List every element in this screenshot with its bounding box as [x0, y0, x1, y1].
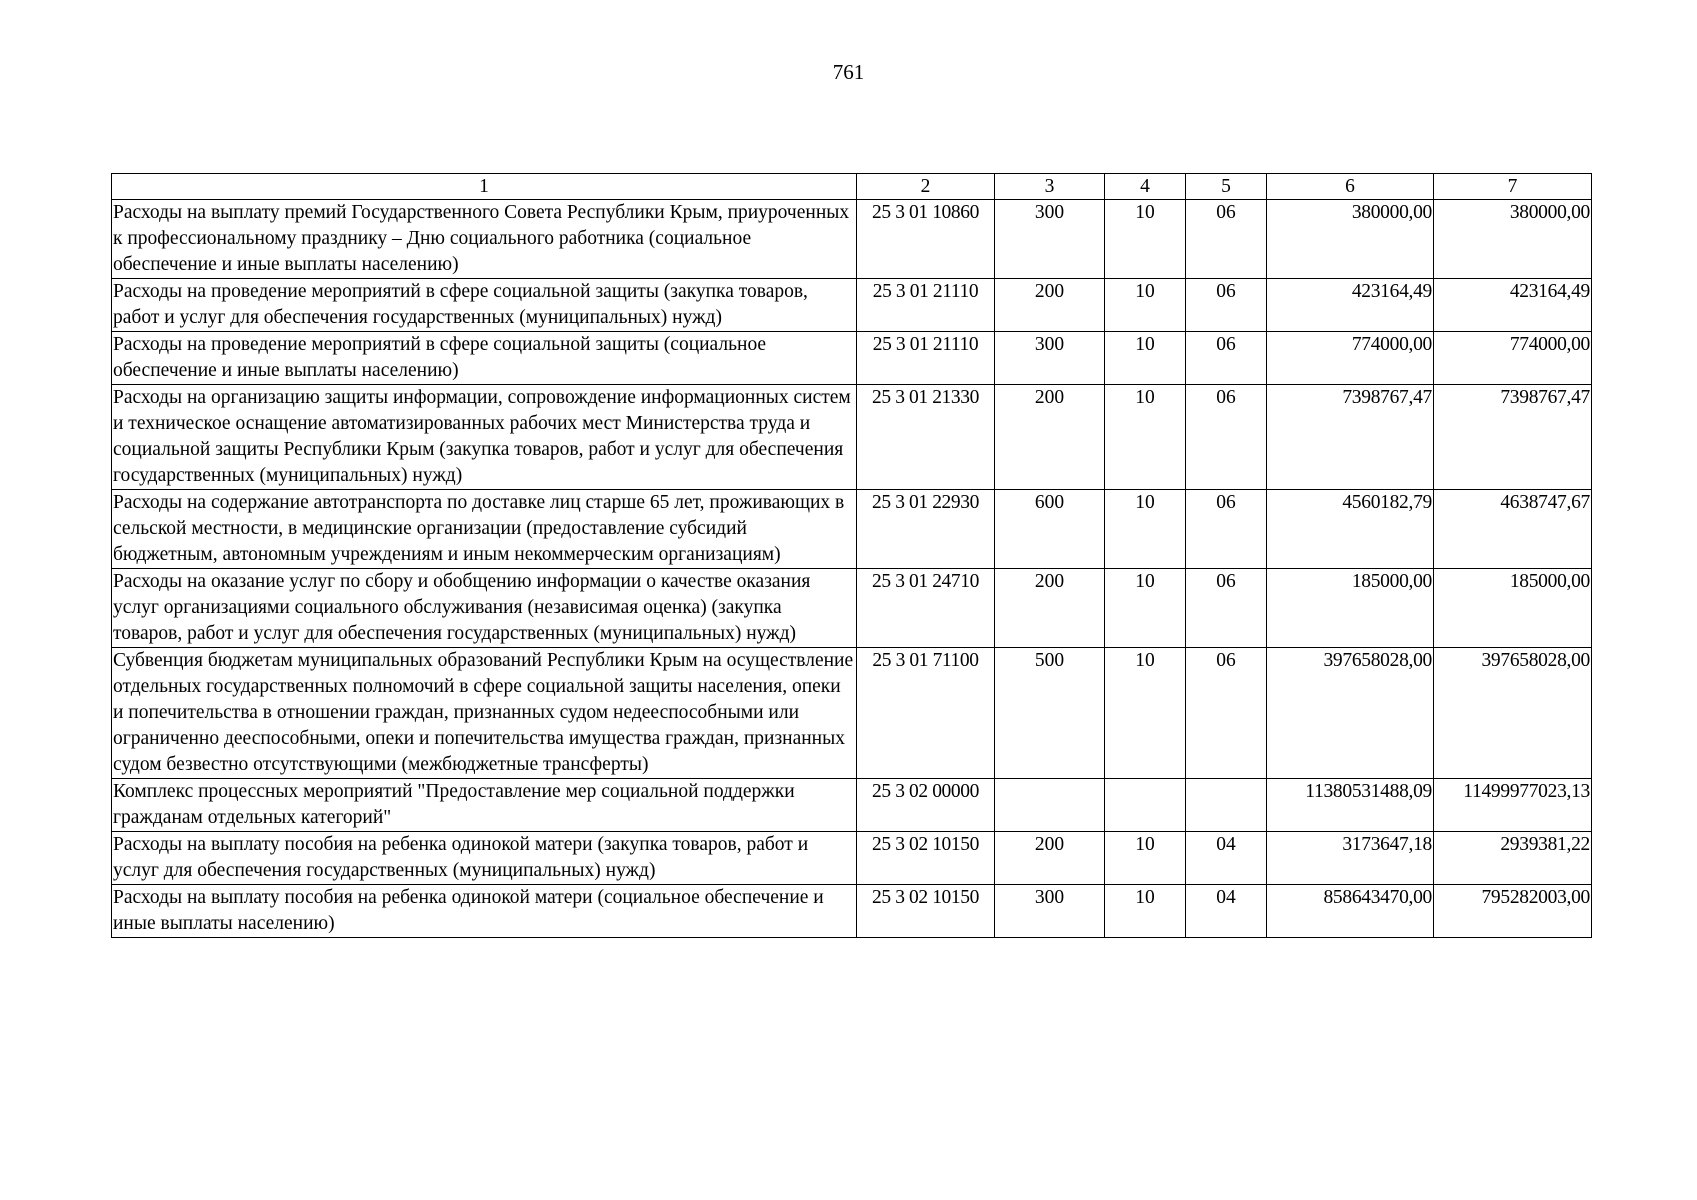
expense-type-cell: 200 [995, 569, 1105, 648]
target-code-cell: 25 3 01 71100 [857, 648, 995, 779]
table-row [112, 648, 1592, 779]
column-header: 5 [1186, 174, 1267, 200]
amount-col7-cell: 185000,00 [1434, 569, 1592, 648]
expense-name-cell: Расходы на выплату премий Государственного Совета Республики Крым, приуроченных к профессиональному празднику – Дню социального работника (социальное обеспечение и иные выплаты населению) [112, 200, 857, 279]
amount-col6-cell: 3173647,18 [1267, 832, 1434, 885]
expense-type-cell: 300 [995, 200, 1105, 279]
table-row [112, 490, 1592, 569]
table-row [112, 385, 1592, 490]
column-header: 7 [1434, 174, 1592, 200]
expense-name-cell: Расходы на проведение мероприятий в сфере социальной защиты (социальное обеспечение и иные выплаты населению) [112, 332, 857, 385]
page-number: 761 [832, 60, 865, 84]
amount-col6-cell: 423164,49 [1267, 279, 1434, 332]
column-header: 2 [857, 174, 995, 200]
expense-type-cell: 200 [995, 832, 1105, 885]
expense-type-cell: 300 [995, 885, 1105, 938]
expense-name-cell: Субвенция бюджетам муниципальных образований Республики Крым на осуществление отдельных государственных полномочий в сфере социальной защиты населения, опеки и попечительства в отношении граждан, признанных судом недееспособными или ограниченно дееспособными, опеки и попечительства имущества граждан, признанных судом безвестно отсутствующими (межбюджетные трансферты) [112, 648, 857, 779]
amount-col7-cell: 423164,49 [1434, 279, 1592, 332]
subsection-cell: 06 [1186, 200, 1267, 279]
amount-col7-cell: 774000,00 [1434, 332, 1592, 385]
expense-type-cell [995, 779, 1105, 832]
amount-col7-cell: 11499977023,13 [1434, 779, 1592, 832]
expense-name-cell: Расходы на содержание автотранспорта по доставке лиц старше 65 лет, проживающих в сельской местности, в медицинские организации (предоставление субсидий бюджетным, автономным учреждениям и иным некоммерческим организациям) [112, 490, 857, 569]
expense-name-cell: Расходы на оказание услуг по сбору и обобщению информации о качестве оказания услуг организациями социального обслуживания (независимая оценка) (закупка товаров, работ и услуг для обеспечения государственных (муниципальных) нужд) [112, 569, 857, 648]
amount-col6-cell: 11380531488,09 [1267, 779, 1434, 832]
expense-type-cell: 200 [995, 385, 1105, 490]
expense-type-cell: 500 [995, 648, 1105, 779]
subsection-cell: 06 [1186, 569, 1267, 648]
subsection-cell: 04 [1186, 885, 1267, 938]
target-code-cell: 25 3 01 21110 [857, 332, 995, 385]
table-row [112, 569, 1592, 648]
expense-type-cell: 200 [995, 279, 1105, 332]
target-code-cell: 25 3 01 10860 [857, 200, 995, 279]
target-code-cell: 25 3 01 21110 [857, 279, 995, 332]
expense-name-cell: Расходы на выплату пособия на ребенка одинокой матери (закупка товаров, работ и услуг для обеспечения государственных (муниципальных) нужд) [112, 832, 857, 885]
budget-table [111, 173, 1592, 938]
amount-col7-cell: 7398767,47 [1434, 385, 1592, 490]
target-code-cell: 25 3 01 24710 [857, 569, 995, 648]
expense-name-cell: Комплекс процессных мероприятий "Предоставление мер социальной поддержки гражданам отдельных категорий" [112, 779, 857, 832]
amount-col6-cell: 774000,00 [1267, 332, 1434, 385]
amount-col6-cell: 380000,00 [1267, 200, 1434, 279]
column-header: 1 [112, 174, 857, 200]
subsection-cell: 06 [1186, 648, 1267, 779]
table-row [112, 832, 1592, 885]
section-cell: 10 [1105, 648, 1186, 779]
expense-type-cell: 600 [995, 490, 1105, 569]
target-code-cell: 25 3 02 10150 [857, 885, 995, 938]
subsection-cell: 04 [1186, 832, 1267, 885]
amount-col6-cell: 4560182,79 [1267, 490, 1434, 569]
target-code-cell: 25 3 02 10150 [857, 832, 995, 885]
subsection-cell [1186, 779, 1267, 832]
expense-type-cell: 300 [995, 332, 1105, 385]
section-cell: 10 [1105, 569, 1186, 648]
table-row [112, 779, 1592, 832]
subsection-cell: 06 [1186, 332, 1267, 385]
subsection-cell: 06 [1186, 490, 1267, 569]
target-code-cell: 25 3 02 00000 [857, 779, 995, 832]
subsection-cell: 06 [1186, 385, 1267, 490]
header-row [112, 174, 1592, 200]
amount-col7-cell: 2939381,22 [1434, 832, 1592, 885]
subsection-cell: 06 [1186, 279, 1267, 332]
table-row [112, 332, 1592, 385]
column-header: 3 [995, 174, 1105, 200]
amount-col6-cell: 858643470,00 [1267, 885, 1434, 938]
amount-col6-cell: 185000,00 [1267, 569, 1434, 648]
column-header: 4 [1105, 174, 1186, 200]
section-cell: 10 [1105, 279, 1186, 332]
amount-col7-cell: 795282003,00 [1434, 885, 1592, 938]
section-cell: 10 [1105, 885, 1186, 938]
expense-name-cell: Расходы на организацию защиты информации, сопровождение информационных систем и техническое оснащение автоматизированных рабочих мест Министерства труда и социальной защиты Республики Крым (закупка товаров, работ и услуг для обеспечения государственных (муниципальных) нужд) [112, 385, 857, 490]
section-cell: 10 [1105, 332, 1186, 385]
target-code-cell: 25 3 01 21330 [857, 385, 995, 490]
amount-col7-cell: 397658028,00 [1434, 648, 1592, 779]
table-row [112, 279, 1592, 332]
target-code-cell: 25 3 01 22930 [857, 490, 995, 569]
section-cell [1105, 779, 1186, 832]
column-header: 6 [1267, 174, 1434, 200]
expense-name-cell: Расходы на выплату пособия на ребенка одинокой матери (социальное обеспечение и иные выплаты населению) [112, 885, 857, 938]
expense-name-cell: Расходы на проведение мероприятий в сфере социальной защиты (закупка товаров, работ и услуг для обеспечения государственных (муниципальных) нужд) [112, 279, 857, 332]
section-cell: 10 [1105, 200, 1186, 279]
section-cell: 10 [1105, 490, 1186, 569]
amount-col7-cell: 4638747,67 [1434, 490, 1592, 569]
section-cell: 10 [1105, 832, 1186, 885]
table-row [112, 885, 1592, 938]
amount-col6-cell: 7398767,47 [1267, 385, 1434, 490]
section-cell: 10 [1105, 385, 1186, 490]
amount-col7-cell: 380000,00 [1434, 200, 1592, 279]
table-row [112, 200, 1592, 279]
amount-col6-cell: 397658028,00 [1267, 648, 1434, 779]
